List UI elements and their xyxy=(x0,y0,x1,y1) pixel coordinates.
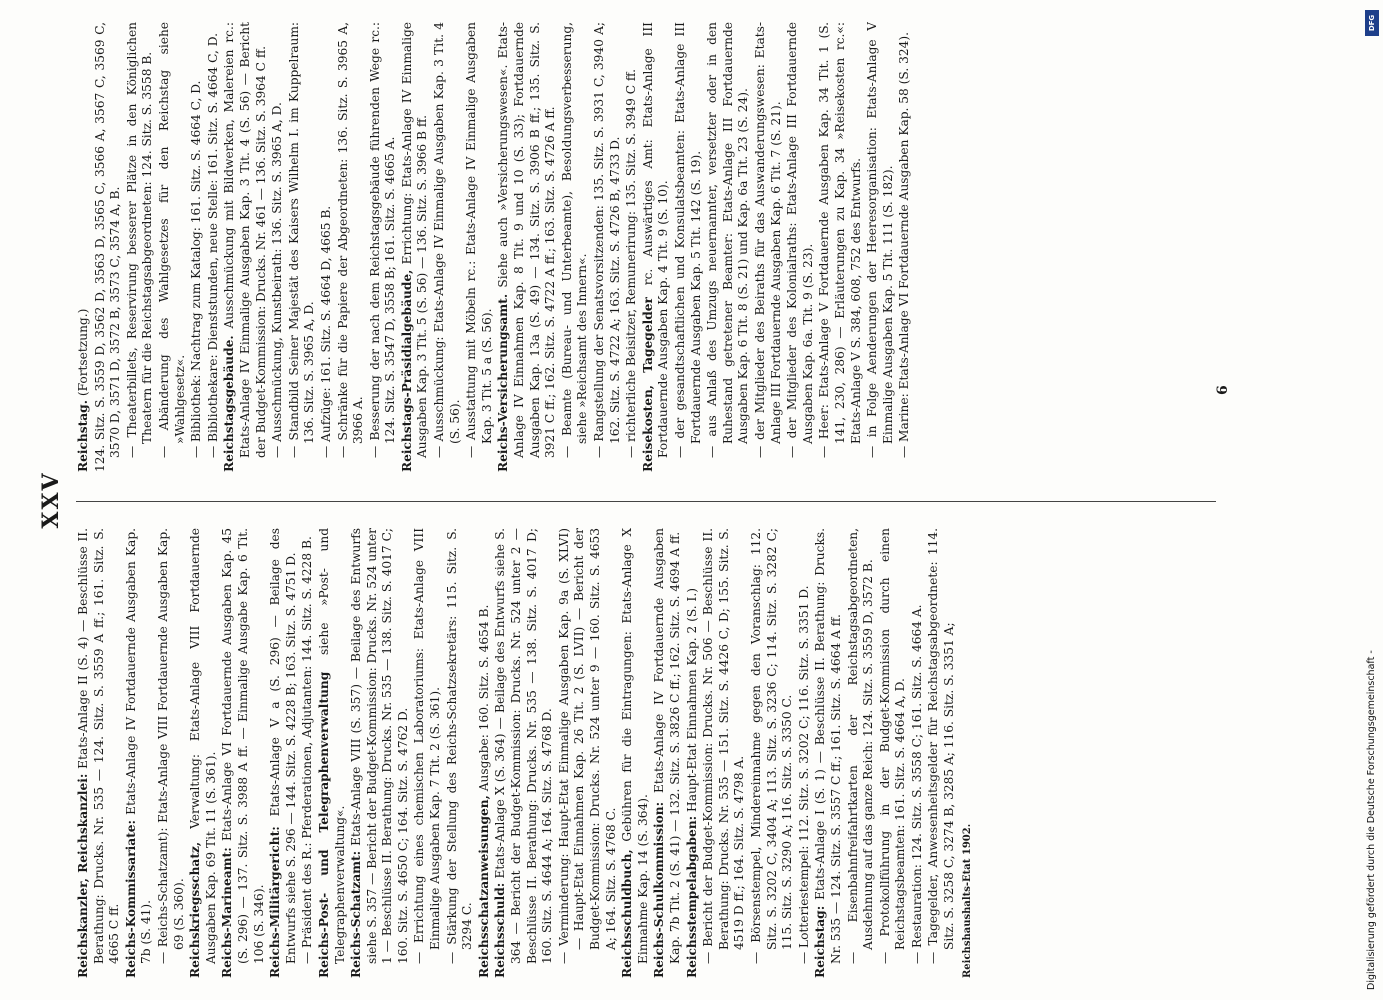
index-entry xyxy=(673,22,704,472)
index-entry xyxy=(412,528,443,978)
index-entry xyxy=(620,528,651,978)
index-entry xyxy=(846,528,877,978)
entry-text: der Mitglieder des Beiraths für das Auswanderungswesen: Etats-Anlage III Fortdauernde Ausgaben Kap. 6 Tit. 7 (S. 21). xyxy=(752,22,783,444)
column-divider xyxy=(76,501,1216,502)
entry-text: in Folge Aenderungen der Heeresorganisation: Etats-Anlage V Einmalige Ausgaben Kap. 5 Tit. 111 (S. 182). xyxy=(865,22,895,444)
entry-text: Etats-Anlage V a (S. 296) — Beilage des Entwurfs siehe S. 296 — 144. Sitz. S. 4228 B; 163. Sitz. S. 4751 D. xyxy=(268,528,298,964)
entry-text: Heer: Etats-Anlage V Fortdauernde Ausgaben Kap. 34 Tit. 1 (S. 141, 230, 286) — Erläuterungen zu Kap. 34 »Reisekosten rc.«: Etats-Anlage V S. 384, 608, 752 des Entwurfs. xyxy=(817,22,863,444)
entry-text: Bibliothekare: Dienststunden, neue Stelle: 161. Sitz. S. 4664 C, D. xyxy=(205,33,220,442)
index-entry xyxy=(336,22,367,472)
index-entry xyxy=(557,528,619,978)
entry-text: Schränke für die Papiere der Abgeordneten: 136. Sitz. S. 3965 A, 3966 A. xyxy=(335,22,366,444)
entry-text: Tagegelder, Anwesenheitsgelder für Reichstagsabgeordnete: 114. Sitz. S. 3258 C, 3274 B, 3285 A; 116. Sitz. S. 3351 A; xyxy=(926,528,957,950)
entry-text: Stärkung der Stellung des Reichs-Schatzsekretärs: 115. Sitz. S. 3294 C. xyxy=(444,528,475,950)
entry-text: Lotteriestempel: 112. Sitz. S. 3202 C; 116. Sitz. S. 3351 D. xyxy=(796,585,811,948)
right-column xyxy=(76,22,1276,472)
entry-text: Etats-Anlage I (S. 1) — Beschlüsse II. Berathung: Drucks. Nr. 535 — 124. Sitz. S. 3557 C ff.; 161. Sitz. S. 4664 A ff. xyxy=(813,528,843,964)
entry-text: Etats-Anlage IV Fortdauernde Ausgaben Kap. 7b (S. 41). xyxy=(123,528,154,964)
index-entry xyxy=(317,528,348,978)
index-entry xyxy=(93,22,124,472)
entry-text: Etats-Anlage X (S. 364) — Beilage des Entwurfs siehe S. 364 — Bericht der Budget-Kommission: Drucks. Nr. 524 unter 2 — Beschlüsse II. Berathung: Drucks. Nr. 535 — 138. Sitz. S. 4017 D; 160. Sitz. S. 4644 A; 164. Sitz. S. 4768 D. xyxy=(493,528,555,964)
index-entry xyxy=(641,22,672,472)
index-entry xyxy=(652,528,683,978)
left-column xyxy=(76,528,1276,978)
entry-heading: Reichs-Post- und Telegraphenverwaltung xyxy=(316,671,331,978)
index-entry xyxy=(705,22,752,472)
index-entry xyxy=(817,22,864,472)
index-entry xyxy=(464,22,495,472)
entry-text: 124. Sitz. S. 3559 D, 3562 D, 3563 D, 3565 C, 3566 A, 3567 C, 3569 C, 3570 D, 3571 D, 3572 B, 3573 C, 3574 A, B. xyxy=(92,22,123,472)
index-entry xyxy=(926,528,957,978)
index-entry xyxy=(319,22,335,472)
entry-text: Protokollführung in der Budget-Kommission durch einen Reichstagsbeamten: 161. Sitz. S. 4664 A, D. xyxy=(877,528,908,950)
entry-text: Theaterbillets, Reservirung besserer Plätze in den Königlichen Theatern für die Reichstagsabgeordneten: 124. Sitz. S. 3558 B. xyxy=(124,22,155,444)
entry-text: Etats-Anlage VI Fortdauernde Ausgaben Kap. 45 (S. 296) — 137. Sitz. S. 3988 A ff. — Einmalige Ausgabe Kap. 6 Tit. 106 (S. 346). xyxy=(220,528,266,964)
index-entry xyxy=(685,528,701,978)
entry-text: der gesandtschaftlichen und Konsulatsbeamten: Etats-Anlage III Fortdauernde Ausgaben Kap. 5 Tit. 142 (S. 19). xyxy=(672,22,703,444)
entry-text: Ausschmückung mit Bildwerken, Malereien rc.: Etats-Anlage IV Einmalige Ausgaben Kap. 3 Tit. 4 (S. 56) — Bericht der Budget-Kommission: Drucks. Nr. 461 — 136. Sitz. S. 3964 C ff. xyxy=(222,22,268,458)
entry-text: aus Anlaß des Umzugs neuernannter, versetzter oder in den Ruhestand getretener Beamter: Etats-Anlage III Fortdauernde Ausgaben Kap. 6 Tit. 8 (S. 21) und Kap. 6a Tit. 23 (S. 24). xyxy=(705,22,751,444)
index-entry xyxy=(287,22,318,472)
entry-text: Verminderung: Haupt-Etat Einmalige Ausgaben Kap. 9a (S. XLVI) — Haupt-Etat Einnahmen Kap. 26 Tit. 2 (S. LVII) — Bericht der Budget-Kommission: Drucks. Nr. 524 unter 9 — 160. Sitz. S. 4653 A; 164. Sitz. S. 4768 C. xyxy=(556,528,618,950)
entry-heading: Reichstags-Präsidialgebäude, xyxy=(399,269,414,472)
entry-heading: Reichskanzler, Reichskanzlei: xyxy=(76,773,90,978)
entry-heading: Reichs-Schatzamt: xyxy=(349,850,364,978)
entry-text: Aufzüge: 161. Sitz. S. 4664 D, 4665 B. xyxy=(318,205,333,442)
entry-text: Errichtung: Etats-Anlage IV Einmalige Ausgaben Kap. 3 Tit. 5 (S. 56) — 136. Sitz. S. 3966 B ff. xyxy=(399,22,430,458)
entry-text: Siehe auch »Versicherungswesen«. Etats-Anlage IV Einnahmen Kap. 8 Tit. 9 und 10 (S. 33); Fortdauernde Ausgaben Kap. 13a (S. 49) — 134. Sitz. S. 3906 B ff.; 135. Sitz. S. 3921 C ff.; 162. Sitz. S. 4722 A ff.; 163. Sitz. S. 4726 A ff. xyxy=(496,22,558,458)
entry-text: Gebühren für die Eintragungen: Etats-Anlage X Einnahme Kap. 14 (S. 364). xyxy=(620,528,650,964)
entry-text: Börsenstempel, Mindereinnahme gegen den Voranschlag: 112. Sitz. S. 3202 C, 3404 A; 113. Sitz. S. 3236 C; 114. Sitz. S. 3282 C; 115. Sitz. S. 3290 A; 116. Sitz. S. 3350 C. xyxy=(748,528,795,950)
entry-heading: Reisekosten, Tagegelder xyxy=(640,297,655,472)
entry-heading: Reichs-Marineamt: xyxy=(220,847,235,978)
entry-heading: Reichsschuld: xyxy=(493,882,508,978)
entry-heading: Reichs-Kommissariate: xyxy=(123,819,138,978)
index-entry xyxy=(493,528,555,978)
index-entry xyxy=(270,22,286,472)
index-entry xyxy=(189,22,205,472)
signature-mark: 6 xyxy=(1215,385,1231,395)
index-entry xyxy=(749,528,796,978)
index-entry xyxy=(368,22,399,472)
index-entry xyxy=(400,22,431,472)
entry-text: Errichtung eines chemischen Laboratoriums: Etats-Anlage VIII Einmalige Ausgaben Kap. 7 Tit. 2 (S. 361). xyxy=(412,528,443,950)
entry-text: siehe »Post- und Telegraphenverwaltung«. xyxy=(316,528,347,964)
entry-heading: Reichsschuldbuch, xyxy=(620,849,635,978)
index-entry xyxy=(813,528,844,978)
index-entry xyxy=(349,528,411,978)
index-entry xyxy=(76,528,123,978)
entry-heading: Reichstag: xyxy=(813,905,828,978)
entry-text: Beamte (Bureau- und Unterbeamte), Besoldungsverbesserung, siehe »Reichsamt des Innern«. xyxy=(559,22,590,444)
entry-text: Bericht der Budget-Kommission: Drucks. Nr. 506 — Beschlüsse II. Berathung: Drucks. Nr. 535 — 151. Sitz. S. 4426 C, D; 155. Sitz. S. 4519 D ff.; 164. Sitz. S. 4798 A. xyxy=(701,528,747,950)
index-entry xyxy=(910,528,926,978)
entry-text: Etats-Anlage IV Fortdauernde Ausgaben Kap. 7b Tit. 2 (S. 41) — 132. Sitz. S. 3826 C ff.; 162. Sitz. S. 4694 A ff. xyxy=(652,528,682,964)
entry-text: Ausschmückung: Etats-Anlage IV Einmalige Ausgaben Kap. 3 Tit. 4 (S. 56). xyxy=(432,22,462,444)
index-entry xyxy=(865,22,896,472)
index-entry xyxy=(445,528,476,978)
entry-heading: Reichs-Militärgericht: xyxy=(268,826,283,978)
entry-text: Bibliothek: Nachtrag zum Katalog: 161. Sitz. S. 4664 C, D. xyxy=(189,80,204,442)
index-entry xyxy=(624,22,640,472)
index-entry xyxy=(206,22,222,472)
index-entry xyxy=(125,22,156,472)
entry-text: der Mitglieder des Kolonialraths: Etats-Anlage III Fortdauernde Ausgaben Kap. 6a. Tit. 9 (S. 23). xyxy=(785,22,815,444)
index-entry xyxy=(156,528,187,978)
index-entry xyxy=(432,22,463,472)
index-entry xyxy=(785,22,816,472)
entry-text: richterliche Beisitzer, Remunerirung: 135. Sitz. S. 3949 C ff. xyxy=(624,69,639,442)
entry-text: Standbild Seiner Majestät des Kaisers Wilhelm I. im Kuppelraum: 136. Sitz. S. 3965 A, D. xyxy=(286,22,317,444)
credit-text: Digitalisierung gefördert durch die Deutsche Forschungsgemeinschaft - xyxy=(1366,650,1377,990)
index-entry xyxy=(897,22,913,472)
entry-text: Etats-Anlage VIII (S. 357) — Beilage des Entwurfs siehe S. 357 — Bericht der Budget-Kommission: Drucks. Nr. 524 unter 1 — Beschlüsse II. Berathung: Drucks. Nr. 535 — 138. Sitz. S. 4017 C; 160. Sitz. S. 4650 C; 164. Sitz. S. 4762 D. xyxy=(349,528,410,964)
dfg-logo: DFG xyxy=(1365,10,1379,36)
page-footer: Reichshaushalts-Etat 1902. xyxy=(961,823,973,978)
entry-text: Marine: Etats-Anlage VI Fortdauernde Ausgaben Kap. 58 (S. 324). xyxy=(897,32,912,442)
entry-heading: Reichstagsgebäude. xyxy=(222,335,237,472)
index-entry xyxy=(496,22,558,472)
entry-heading: Reichstag. xyxy=(76,400,90,472)
index-entry xyxy=(76,22,92,472)
index-entry xyxy=(560,22,591,472)
entry-text: Etats-Anlage II (S. 4) — Beschlüsse II. Berathung: Drucks. Nr. 535 — 124. Sitz. S. 3559 A ff.; 161. Sitz. S. 4665 C ff. xyxy=(76,528,122,964)
index-entry xyxy=(477,528,493,978)
entry-text: Haupt-Etat Einnahmen Kap. 2 (S. I.) xyxy=(684,588,699,816)
index-entry xyxy=(157,22,188,472)
index-entry xyxy=(592,22,623,472)
entry-text: (Fortsetzung.) xyxy=(76,308,90,401)
index-entry xyxy=(797,528,813,978)
entry-heading: Reichs-Schulkommission: xyxy=(652,801,667,978)
entry-text: Ausschmückung, Kunstbeirath: 136. Sitz. S. 3965 A, D. xyxy=(270,102,285,442)
entry-text: Ausgabe: 160. Sitz. S. 4654 B. xyxy=(476,604,491,796)
index-entry xyxy=(188,528,219,978)
entry-text: Verwaltung: Etats-Anlage VIII Fortdauernde Ausgaben Kap. 69 Tit. 11 (S. 361). xyxy=(188,528,218,964)
entry-text: Eisenbahnfreifahrtkarten der Reichstagsabgeordneten, Ausdehnung auf das ganze Reich: 124. Sitz. S. 3559 D, 3572 B. xyxy=(845,528,876,950)
entry-heading: Reichskriegsschatz, xyxy=(188,841,203,978)
entry-text: Reichs-Schatzamt): Etats-Anlage VIII Fortdauernde Ausgaben Kap. 69 (S. 360). xyxy=(155,528,186,950)
entry-text: Besserung der nach dem Reichstagsgebäude führenden Wege rc.: 124. Sitz. S. 3547 D, 3558 B; 161. Sitz. S. 4665 A. xyxy=(367,22,398,444)
entry-text: Präsident des R.: Pferderationen, Adjutanten: 144. Sitz. S. 4228 B. xyxy=(300,536,315,948)
index-entry xyxy=(300,528,316,978)
index-entry xyxy=(220,528,267,978)
page-number: XXV xyxy=(38,471,64,529)
entry-text: Abänderung des Wahlgesetzes für den Reichstag siehe »Wahlgesetz«. xyxy=(156,22,187,444)
entry-text: rc. Auswärtiges Amt: Etats-Anlage III Fortdauernde Ausgaben Kap. 4 Tit. 9 (S. 10). xyxy=(640,22,671,458)
index-entry xyxy=(878,528,909,978)
index-entry xyxy=(701,528,748,978)
index-entry xyxy=(268,528,299,978)
index-entry xyxy=(124,528,155,978)
digitization-credit xyxy=(1365,10,1379,990)
entry-heading: Reichsstempelabgaben: xyxy=(684,815,699,978)
entry-text: Restauration: 124. Sitz. S. 3558 C; 161. Sitz. S. 4664 A. xyxy=(909,604,924,948)
entry-heading: Reichs-Versicherungsamt. xyxy=(496,293,511,472)
entry-text: Rangstellung der Senatsvorsitzenden: 135. Sitz. S. 3931 C, 3940 A; 162. Sitz. S. 4722 A; 163. Sitz. S. 4726 B, 4733 D. xyxy=(592,22,622,444)
index-entry xyxy=(222,22,269,472)
entry-heading: Reichsschatzanweisungen, xyxy=(476,795,491,978)
index-entry xyxy=(753,22,784,472)
entry-text: Ausstattung mit Möbeln rc.: Etats-Anlage IV Einmalige Ausgaben Kap. 3 Tit. 5 a (S. 56). xyxy=(464,22,494,444)
